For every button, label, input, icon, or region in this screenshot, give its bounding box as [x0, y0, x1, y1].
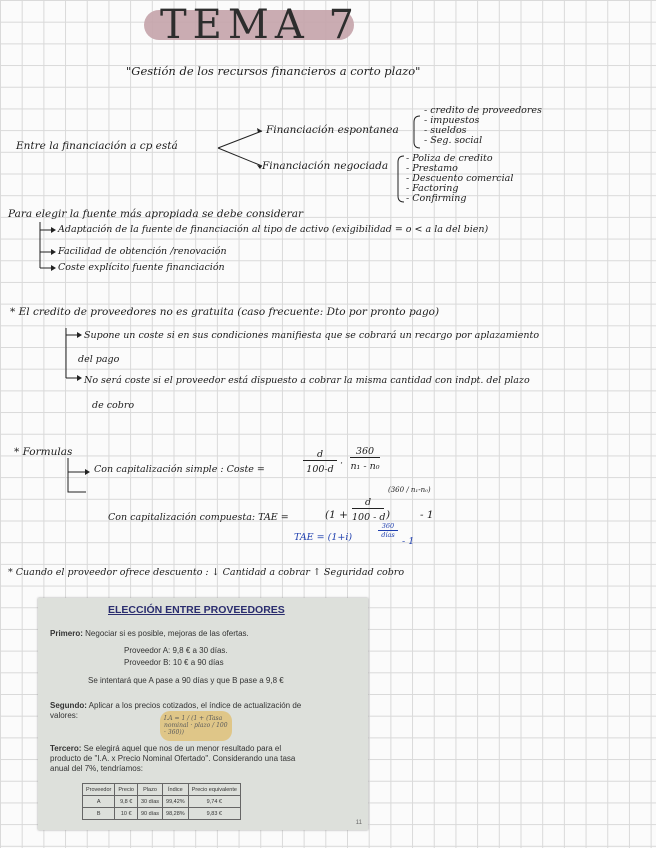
- table-header: Proveedor: [83, 784, 115, 796]
- supplier-credit-item2: No será coste si el proveedor está dispuesto a cobrar la misma cantidad con indpt. del plazo: [84, 375, 530, 386]
- slide-formula-text: I.A = 1 / (1 + (Tasa nominal · plazo / 100 · 360)): [164, 715, 228, 736]
- choose-item: Adaptación de la fuente de financiación al tipo de activo (exigibilidad = o < a la del bien): [58, 224, 489, 235]
- formula-compound-close: ): [386, 509, 391, 521]
- tercero-label: Tercero:: [50, 744, 82, 753]
- slide-provider-b: Proveedor B: 10 € a 90 días: [124, 658, 224, 667]
- subtitle: "Gestión de los recursos financieros a corto plazo": [126, 64, 421, 78]
- negotiated-list: [406, 154, 513, 204]
- slide-provider-a: Proveedor A: 9,8 € a 30 días.: [124, 646, 228, 655]
- slide-tercero: [50, 744, 281, 753]
- table-cell: 10 €: [115, 808, 138, 820]
- formula-compound-exp: (360 / n₁-n₀): [388, 486, 431, 494]
- slide-page-number: 11: [355, 820, 362, 826]
- formula-compound-label: Con capitalización compuesta: TAE =: [108, 512, 289, 523]
- financing-negotiated: Financiación negociada: [262, 160, 389, 172]
- formula-compound-num: d: [352, 497, 384, 509]
- formula-simple-frac2-den: n₁ - n₀: [350, 461, 380, 472]
- supplier-credit-item2-cont: de cobro: [92, 400, 135, 411]
- table-row: [83, 808, 241, 820]
- formulas-heading: * Formulas: [14, 446, 73, 458]
- slide-segundo-cont: valores:: [50, 711, 79, 720]
- table-cell: 30 días: [137, 796, 162, 808]
- table-cell: 9,74 €: [188, 796, 240, 808]
- table-cell: B: [83, 808, 115, 820]
- primero-label: Primero:: [50, 629, 83, 638]
- spontaneous-item: - credito de proveedores: [424, 105, 542, 116]
- table-header: Precio: [115, 784, 138, 796]
- table-header: Plazo: [137, 784, 162, 796]
- choose-item: Facilidad de obtención /renovación: [58, 246, 227, 257]
- table-cell: 9,8 €: [115, 796, 138, 808]
- table-header: Índice: [163, 784, 189, 796]
- table-cell: 90 días: [137, 808, 162, 820]
- slide-primero: [50, 629, 249, 638]
- choose-heading: Para elegir la fuente más apropiada se debe considerar: [8, 208, 304, 220]
- table-cell: 9,83 €: [188, 808, 240, 820]
- slide-tercero-cont2: anual del 7%, tendríamos:: [50, 764, 143, 773]
- financing-spontaneous: Financiación espontanea: [266, 124, 399, 136]
- segundo-text: Aplicar a los precios cotizados, el índice de actualización de: [88, 701, 302, 710]
- negotiated-item: - Confirming: [406, 193, 467, 204]
- negotiated-item: - Prestamo: [406, 163, 458, 174]
- supplier-credit-item1-cont: del pago: [78, 354, 120, 365]
- formula-simple-frac1-num: d: [303, 449, 337, 461]
- supplier-credit-item1: Supone un coste si en sus condiciones manifiesta que se cobrará un recargo por aplazamiento: [84, 330, 540, 341]
- table-row: [83, 796, 241, 808]
- financing-intro: Entre la financiación a cp está: [16, 140, 178, 152]
- choose-item: Coste explícito fuente financiación: [58, 262, 225, 273]
- tercero-text: Se elegirá aquel que nos de un menor resultado para el: [83, 744, 282, 753]
- formula-simple-dot: ·: [340, 458, 344, 469]
- slide-tercero-cont: producto de "I.A. x Precio Nominal Ofertado". Considerando una tasa: [50, 754, 296, 763]
- slide-formula-highlight: [160, 711, 232, 741]
- table-cell: A: [83, 796, 115, 808]
- formula-simple-frac1-den: 100-d: [306, 464, 334, 475]
- spontaneous-item: - sueldos: [424, 125, 467, 136]
- segundo-label: Segundo:: [50, 701, 87, 710]
- spontaneous-item: - impuestos: [424, 115, 480, 126]
- negotiated-item: - Poliza de credito: [406, 153, 493, 164]
- table-header: Precio equivalente: [188, 784, 240, 796]
- formula-tae-minus: - 1: [402, 536, 415, 547]
- slide-intent: Se intentará que A pase a 90 días y que B pase a 9,8 €: [88, 676, 284, 685]
- formula-compound-den: 100 - d: [352, 512, 386, 523]
- negotiated-item: - Factoring: [406, 183, 459, 194]
- title-text: TEMA 7: [160, 2, 360, 48]
- formula-simple-label: Con capitalización simple : Coste =: [94, 464, 265, 475]
- slide-title: ELECCIÓN ENTRE PROVEEDORES: [108, 604, 285, 616]
- table-cell: 99,42%: [163, 796, 189, 808]
- spontaneous-list: [424, 106, 542, 146]
- formula-simple-frac2-num: 360: [350, 446, 380, 458]
- formula-compound-open: (1 +: [325, 509, 348, 521]
- table-header-row: [83, 784, 241, 796]
- supplier-credit-heading: * El credito de proveedores no es gratuita (caso frecuente: Dto por pronto pago): [10, 306, 440, 318]
- slide-provider-table: [82, 783, 241, 820]
- formula-tae: TAE = (1+i): [294, 532, 353, 543]
- primero-text: Negociar si es posible, mejoras de las ofertas.: [85, 629, 249, 638]
- slide-segundo: [50, 701, 301, 710]
- spontaneous-item: - Seg. social: [424, 135, 483, 146]
- embedded-slide-photo: [38, 598, 368, 830]
- negotiated-item: - Descuento comercial: [406, 173, 514, 184]
- formula-compound-minus: - 1: [420, 509, 434, 521]
- formula-tae-exp-den: días: [381, 531, 395, 539]
- page-title: [140, 2, 400, 60]
- table-cell: 98,28%: [163, 808, 189, 820]
- formula-tae-exp-num: 360: [378, 522, 398, 531]
- discount-line: * Cuando el proveedor ofrece descuento : ↓ Cantidad a cobrar ↑ Seguridad cobro: [8, 567, 405, 578]
